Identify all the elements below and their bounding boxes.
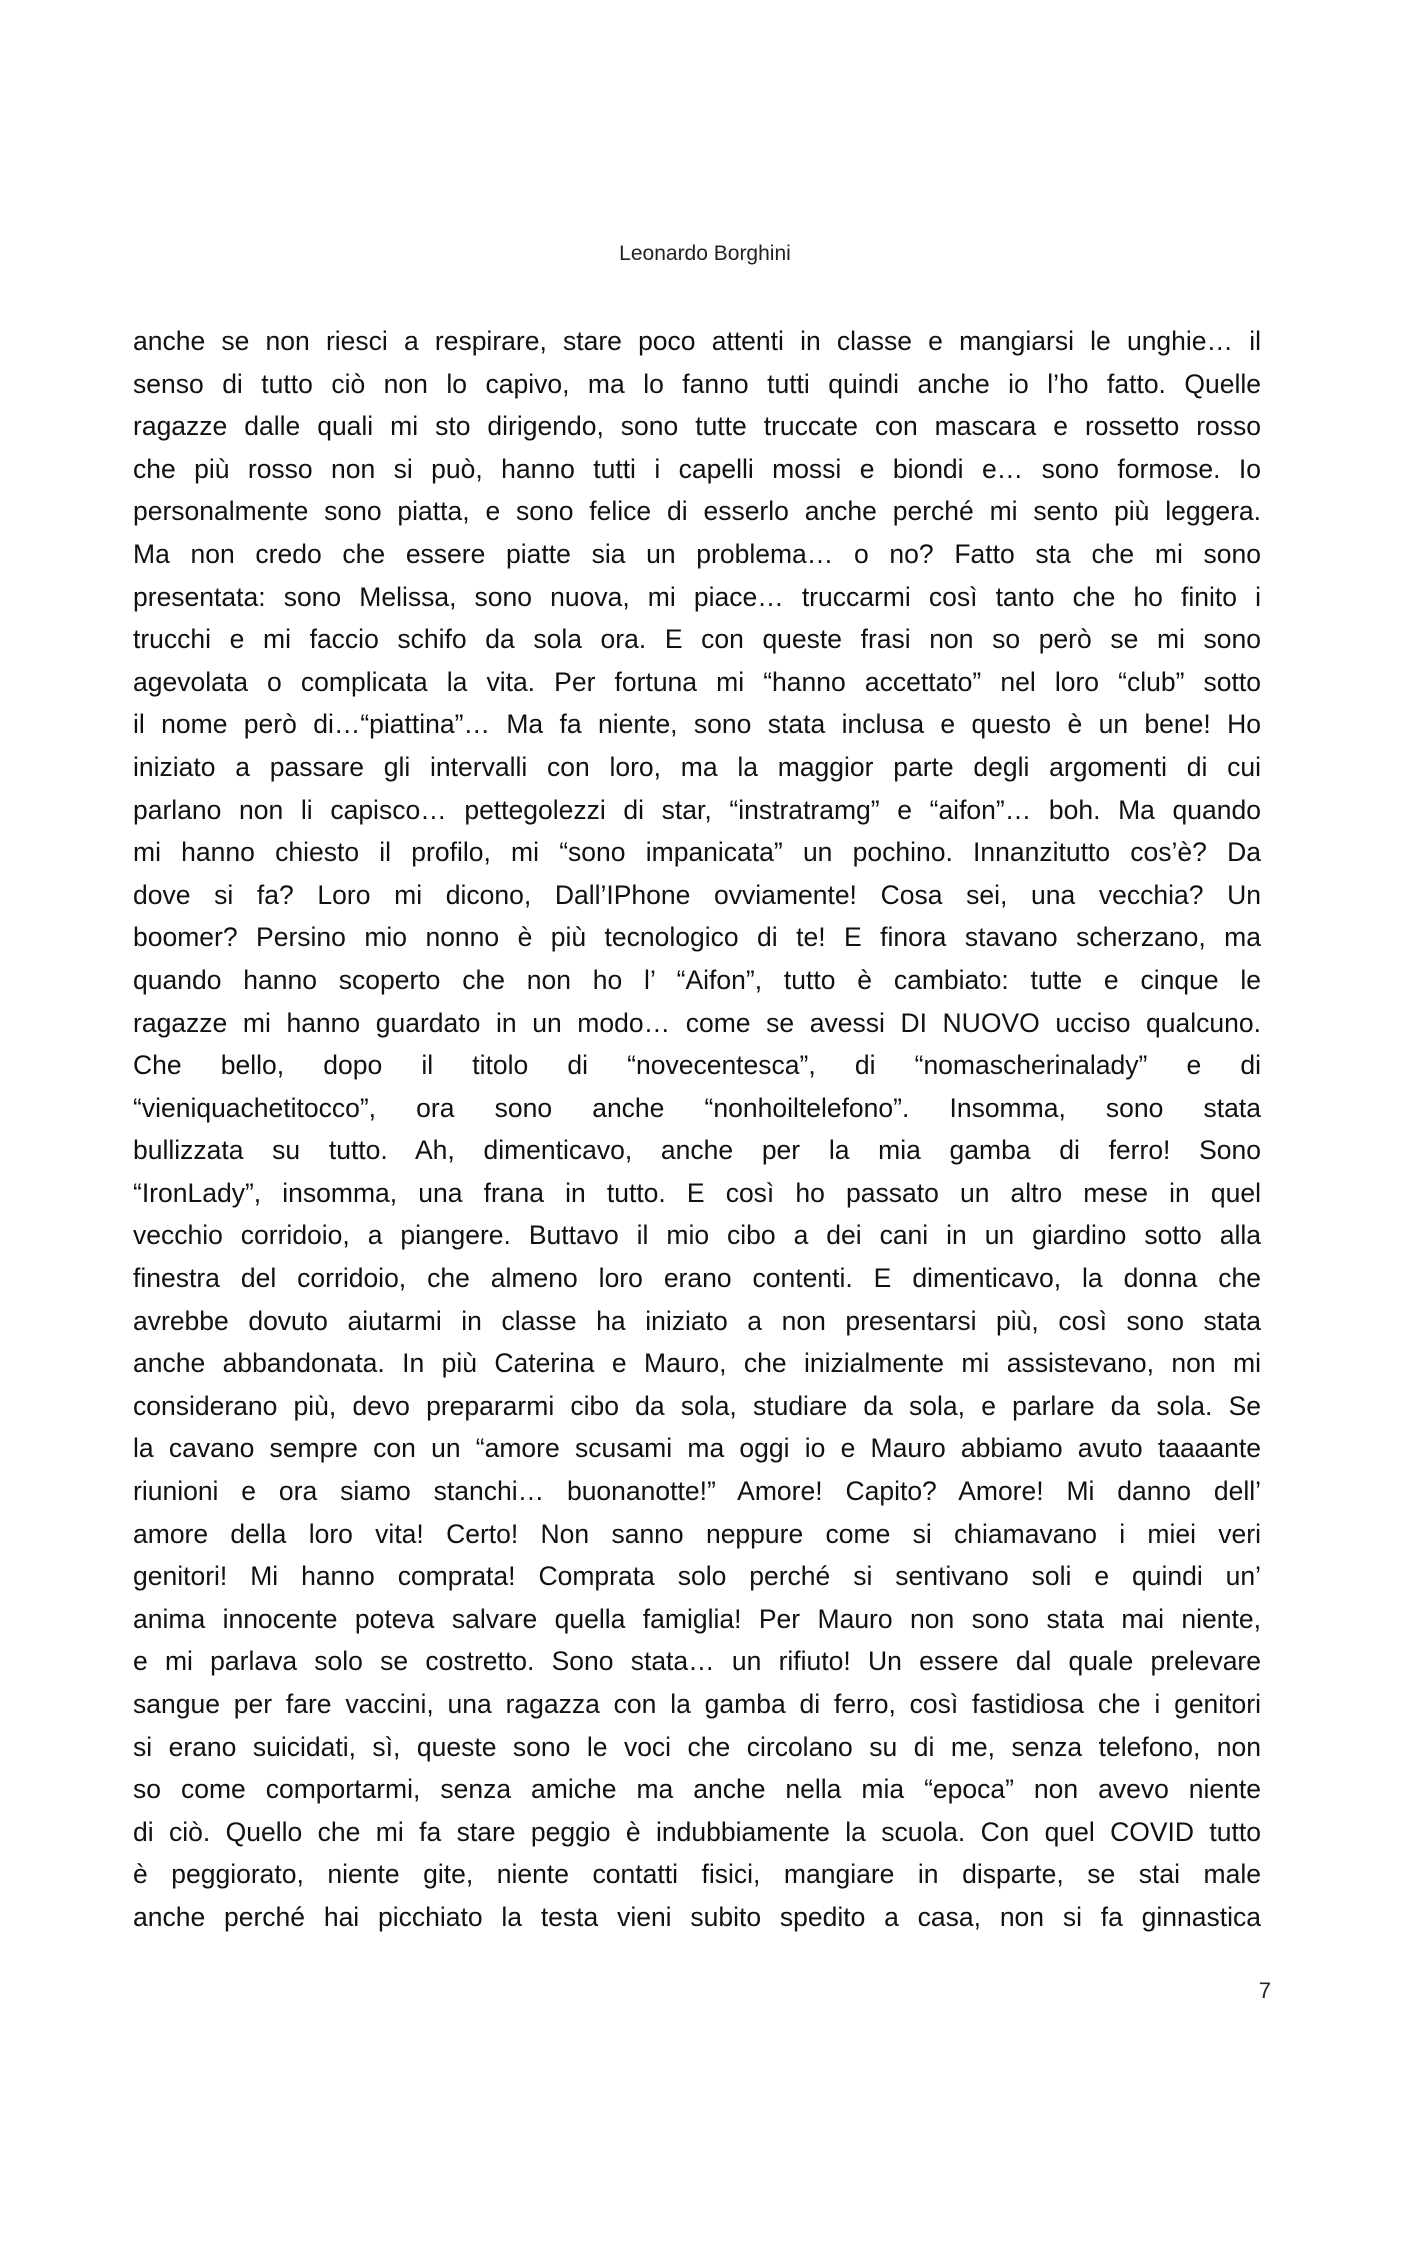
running-header-author: Leonardo Borghini <box>619 242 791 265</box>
text-line: “IronLady”, insomma, una frana in tutto. E così ho passato un altro mese in quel <box>133 1177 1261 1208</box>
text-line: considerano più, devo prepararmi cibo da sola, studiare da sola, e parlare da sola. Se <box>133 1390 1261 1421</box>
text-line: avrebbe dovuto aiutarmi in classe ha iniziato a non presentarsi più, così sono stata <box>133 1305 1261 1336</box>
body-text <box>133 320 1261 1939</box>
text-line: Ma non credo che essere piatte sia un problema… o no? Fatto sta che mi sono <box>133 538 1261 569</box>
text-line: agevolata o complicata la vita. Per fortuna mi “hanno accettato” nel loro “club” sotto <box>133 666 1261 697</box>
text-line: che più rosso non si può, hanno tutti i capelli mossi e biondi e… sono formose. Io <box>133 453 1261 484</box>
text-line: iniziato a passare gli intervalli con loro, ma la maggior parte degli argomenti di cui <box>133 751 1261 782</box>
text-line: anche perché hai picchiato la testa vieni subito spedito a casa, non si fa ginnastica <box>133 1901 1261 1932</box>
text-line: trucchi e mi faccio schifo da sola ora. E con queste frasi non so però se mi sono <box>133 624 1261 655</box>
text-line: anche abbandonata. In più Caterina e Mauro, che inizialmente mi assistevano, non mi <box>133 1348 1261 1379</box>
text-line: è peggiorato, niente gite, niente contatti fisici, mangiare in disparte, se stai male <box>133 1859 1261 1890</box>
text-line: sangue per fare vaccini, una ragazza con la gamba di ferro, così fastidiosa che i genitori <box>133 1689 1261 1719</box>
text-line: quando hanno scoperto che non ho l’ “Aifon”, tutto è cambiato: tutte e cinque le <box>133 964 1261 995</box>
text-line: di ciò. Quello che mi fa stare peggio è indubbiamente la scuola. Con quel COVID tutto <box>133 1816 1261 1847</box>
text-line: so come comportarmi, senza amiche ma anche nella mia “epoca” non avevo niente <box>133 1774 1261 1805</box>
text-line: genitori! Mi hanno comprata! Comprata solo perché si sentivano soli e quindi un’ <box>133 1561 1261 1592</box>
text-line: ragazze dalle quali mi sto dirigendo, sono tutte truccate con mascara e rossetto rosso <box>133 411 1261 442</box>
text-line: boomer? Persino mio nonno è più tecnologico di te! E finora stavano scherzano, ma <box>133 922 1261 953</box>
text-line: anima innocente poteva salvare quella famiglia! Per Mauro non sono stata mai niente, <box>133 1603 1261 1634</box>
text-line: ragazze mi hanno guardato in un modo… come se avessi DI NUOVO ucciso qualcuno. <box>133 1007 1261 1038</box>
text-line: mi hanno chiesto il profilo, mi “sono impanicata” un pochino. Innanzitutto cos’è? Da <box>133 837 1261 868</box>
text-line: personalmente sono piatta, e sono felice di esserlo anche perché mi sento più leggera. <box>133 496 1261 527</box>
text-line: presentata: sono Melissa, sono nuova, mi piace… truccarmi così tanto che ho finito i <box>133 581 1261 612</box>
text-line: la cavano sempre con un “amore scusami ma oggi io e Mauro abbiamo avuto taaaante <box>133 1433 1261 1464</box>
text-line: si erano suicidati, sì, queste sono le voci che circolano su di me, senza telefono, non <box>133 1731 1261 1762</box>
text-line: Che bello, dopo il titolo di “novecentesca”, di “nomascherinalady” e di <box>133 1050 1261 1081</box>
text-line: finestra del corridoio, che almeno loro erano contenti. E dimenticavo, la donna che <box>133 1263 1261 1294</box>
text-line: il nome però di…“piattina”… Ma fa niente, sono stata inclusa e questo è un bene! Ho <box>133 709 1261 740</box>
text-line: e mi parlava solo se costretto. Sono stata… un rifiuto! Un essere dal quale prelevare <box>133 1646 1261 1677</box>
text-line: bullizzata su tutto. Ah, dimenticavo, anche per la mia gamba di ferro! Sono <box>133 1135 1261 1166</box>
text-line: parlano non li capisco… pettegolezzi di star, “instratramg” e “aifon”… boh. Ma quando <box>133 794 1261 825</box>
text-line: riunioni e ora siamo stanchi… buonanotte!” Amore! Capito? Amore! Mi danno dell’ <box>133 1476 1261 1507</box>
text-line: “vieniquachetitocco”, ora sono anche “nonhoiltelefono”. Insomma, sono stata <box>133 1092 1261 1123</box>
text-line: dove si fa? Loro mi dicono, Dall’IPhone ovviamente! Cosa sei, una vecchia? Un <box>133 879 1261 910</box>
text-line: amore della loro vita! Certo! Non sanno neppure come si chiamavano i miei veri <box>133 1518 1261 1549</box>
text-line: senso di tutto ciò non lo capivo, ma lo fanno tutti quindi anche io l’ho fatto. Quelle <box>133 368 1261 399</box>
text-line: vecchio corridoio, a piangere. Buttavo il mio cibo a dei cani in un giardino sotto alla <box>133 1220 1261 1251</box>
page-number: 7 <box>1258 1978 1271 2003</box>
text-line: anche se non riesci a respirare, stare poco attenti in classe e mangiarsi le unghie… il <box>133 326 1261 356</box>
